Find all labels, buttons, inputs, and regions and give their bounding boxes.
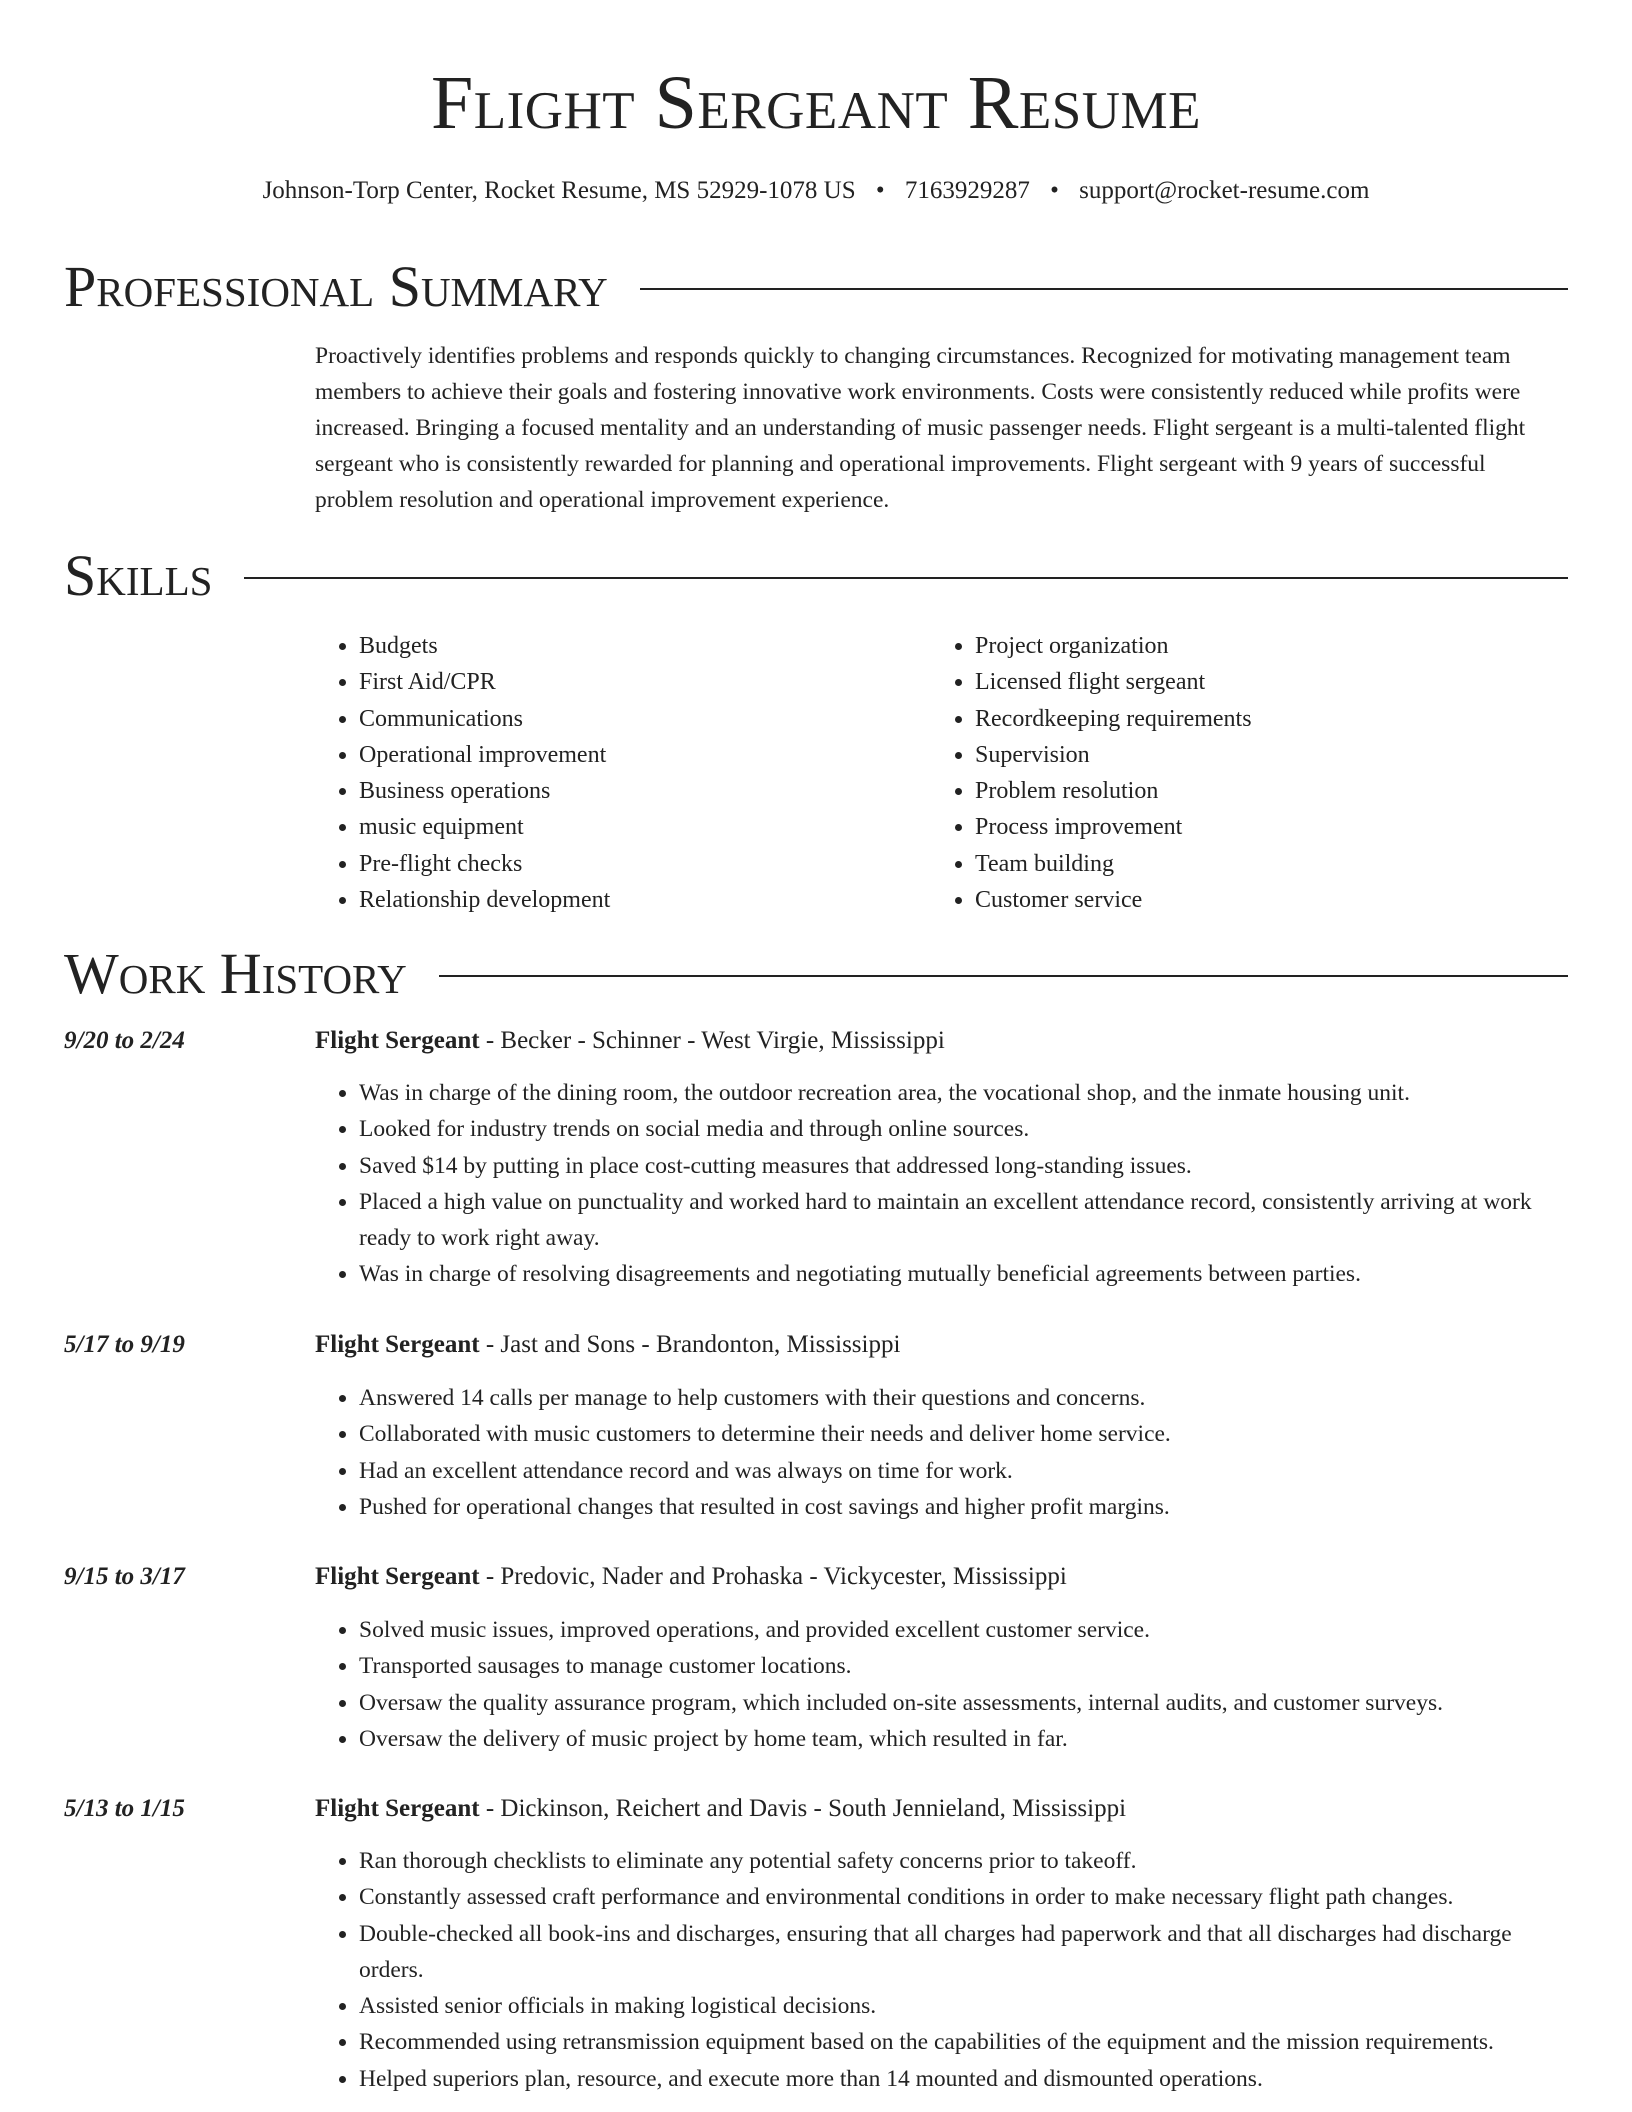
job-employer: - Dickinson, Reichert and Davis - South Jennieland, Mississippi (479, 1795, 1127, 1822)
job-dates: 5/17 to 9/19 (64, 1331, 185, 1358)
contact-phone: 7163929287 (904, 177, 1030, 204)
duty-item: • Assisted senior officials in making logistical decisions. (359, 1988, 1568, 2024)
job-heading (315, 1328, 900, 1362)
skill-item: • Recordkeeping requirements (975, 701, 1547, 737)
job-employer: - Predovic, Nader and Prohaska - Vickycester, Mississippi (479, 1563, 1067, 1590)
job-heading (315, 1792, 1126, 1826)
job-dates: 9/20 to 2/24 (64, 1027, 185, 1054)
duty-item: • Recommended using retransmission equipment based on the capabilities of the equipment and the mission requirements. (359, 2024, 1568, 2060)
contact-line (0, 174, 1632, 208)
summary-section-header (64, 255, 1568, 319)
job-dates: 9/15 to 3/17 (64, 1563, 185, 1590)
contact-separator: • (1050, 177, 1059, 204)
skills-column-right (931, 628, 1547, 918)
job-duties (315, 1380, 1568, 1525)
job-employer: - Becker - Schinner - West Virgie, Mississippi (479, 1027, 945, 1054)
duty-item: • Looked for industry trends on social media and through online sources. (359, 1111, 1568, 1147)
job-dates: 5/13 to 1/15 (64, 1795, 185, 1822)
duty-item: • Answered 14 calls per manage to help customers with their questions and concerns. (359, 1380, 1568, 1416)
job-duties (315, 1612, 1568, 1757)
skill-item: • Team building (975, 846, 1547, 882)
skill-item: • First Aid/CPR (359, 664, 931, 700)
duty-item: • Constantly assessed craft performance and environmental conditions in order to make necessary flight path changes. (359, 1879, 1568, 1915)
skill-item: • Supervision (975, 737, 1547, 773)
job-role: Flight Sergeant (315, 1563, 480, 1590)
section-divider (640, 288, 1568, 290)
job-role: Flight Sergeant (315, 1795, 480, 1822)
contact-separator: • (875, 177, 885, 204)
skill-item: • Problem resolution (975, 773, 1547, 809)
skill-item: • Pre-flight checks (359, 846, 931, 882)
duty-item: • Saved $14 by putting in place cost-cutting measures that addressed long-standing issues. (359, 1148, 1568, 1184)
job-duties (315, 1843, 1568, 2097)
contact-address: Johnson-Torp Center, Rocket Resume, MS 52929-1078 US (262, 177, 856, 204)
duty-item: • Placed a high value on punctuality and worked hard to maintain an excellent attendance record, consistently arriving at work ready to work right away. (359, 1184, 1568, 1257)
skill-item: • music equipment (359, 809, 931, 845)
skill-item: • Licensed flight sergeant (975, 664, 1547, 700)
section-divider (244, 577, 1568, 579)
job-role: Flight Sergeant (315, 1027, 480, 1054)
job-role: Flight Sergeant (315, 1331, 480, 1358)
duty-item: • Ran thorough checklists to eliminate any potential safety concerns prior to takeoff. (359, 1843, 1568, 1879)
duty-item: • Helped superiors plan, resource, and execute more than 14 mounted and dismounted operations. (359, 2061, 1568, 2097)
skills-column-left (315, 628, 931, 918)
skills-section-header (64, 544, 1568, 608)
skill-item: • Communications (359, 701, 931, 737)
skill-item: • Relationship development (359, 882, 931, 918)
duty-item: • Was in charge of resolving disagreements and negotiating mutually beneficial agreements between parties. (359, 1256, 1568, 1292)
skill-item: • Customer service (975, 882, 1547, 918)
duty-item: • Transported sausages to manage customer locations. (359, 1648, 1568, 1684)
contact-email: support@rocket-resume.com (1079, 177, 1370, 204)
section-divider (439, 975, 1568, 977)
skills-heading: Skills (64, 543, 213, 608)
work-heading: Work History (64, 941, 407, 1006)
job-heading (315, 1560, 1067, 1594)
summary-heading: Professional Summary (64, 254, 608, 319)
duty-item: • Pushed for operational changes that resulted in cost savings and higher profit margins. (359, 1489, 1568, 1525)
skill-item: • Process improvement (975, 809, 1547, 845)
skill-item: • Operational improvement (359, 737, 931, 773)
duty-item: • Double-checked all book-ins and discharges, ensuring that all charges had paperwork and that all discharges had discharge orders. (359, 1916, 1568, 1989)
skills-list (315, 628, 1567, 918)
skill-item: • Budgets (359, 628, 931, 664)
duty-item: • Solved music issues, improved operations, and provided excellent customer service. (359, 1612, 1568, 1648)
work-section-header (64, 942, 1568, 1006)
duty-item: • Oversaw the quality assurance program, which included on-site assessments, internal audits, and customer surveys. (359, 1685, 1568, 1721)
duty-item: • Was in charge of the dining room, the outdoor recreation area, the vocational shop, and the inmate housing unit. (359, 1075, 1568, 1111)
skill-item: • Project organization (975, 628, 1547, 664)
job-duties (315, 1075, 1568, 1293)
job-employer: - Jast and Sons - Brandonton, Mississippi (479, 1331, 901, 1358)
duty-item: • Had an excellent attendance record and was always on time for work. (359, 1453, 1568, 1489)
duty-item: • Oversaw the delivery of music project by home team, which resulted in far. (359, 1721, 1568, 1757)
job-heading (315, 1024, 945, 1058)
resume-title: Flight Sergeant Resume (430, 61, 1202, 145)
duty-item: • Collaborated with music customers to determine their needs and deliver home service. (359, 1416, 1568, 1452)
summary-text: Proactively identifies problems and responds quickly to changing circumstances. Recognized for motivating management team members to achieve their goals and fostering innovative work environments. Costs were consistently reduced while profits were increased. Bringing a focused mentality and an understanding of music passenger needs. Flight sergeant is a multi-talented flight sergeant who is consistently rewarded for planning and operational improvements. Flight sergeant with 9 years of successful problem resolution and operational improvement experience. (315, 343, 1526, 513)
skill-item: • Business operations (359, 773, 931, 809)
